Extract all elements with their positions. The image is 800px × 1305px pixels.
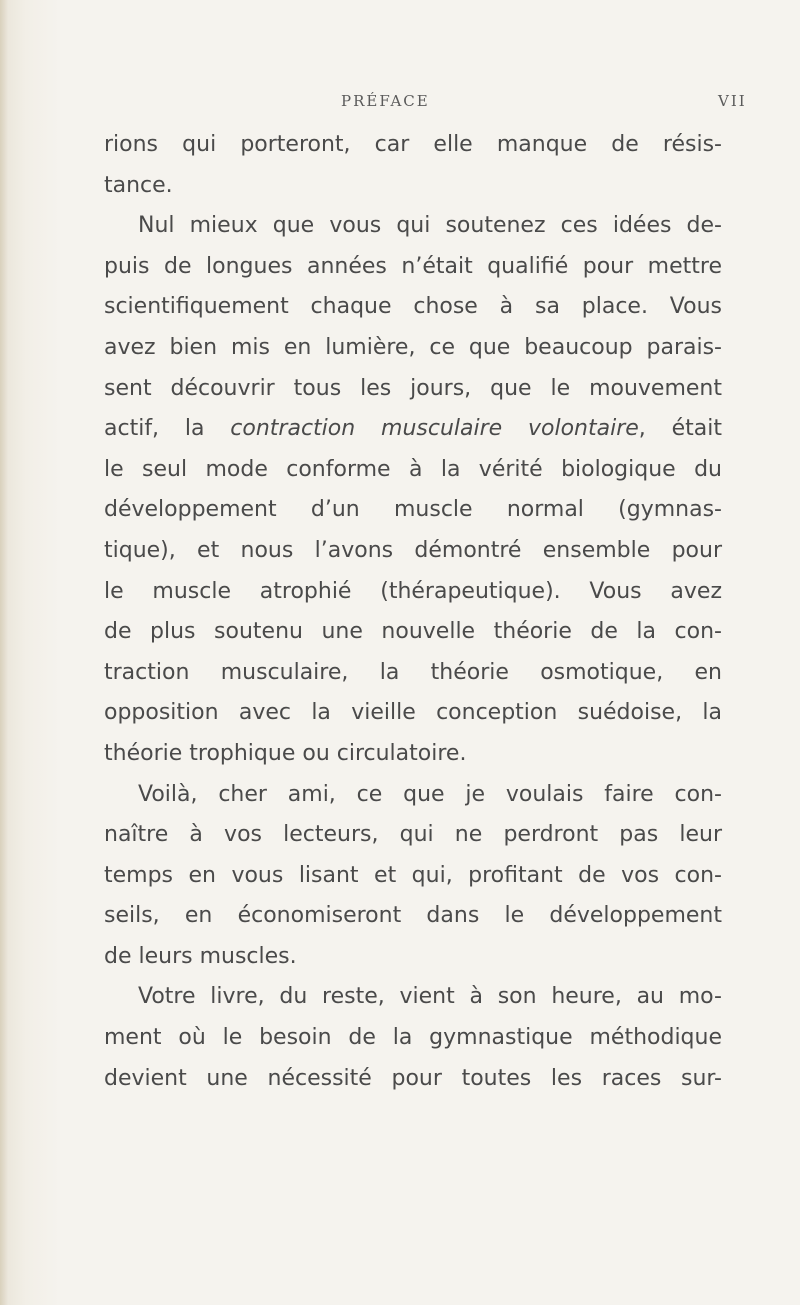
text-line: scientifiquement chaque chose à sa place. Vous [104,294,722,320]
text-line: sent découvrir tous les jours, que le mouvement [104,375,722,401]
text-line-with-italic [104,409,722,450]
text-line: temps en vous lisant et qui, profitant de vos con- [104,862,722,888]
text-line: de leurs muscles. [104,943,297,969]
text-line: le muscle atrophié (thérapeutique). Vous avez [104,578,722,604]
paragraph-start-line: Nul mieux que vous qui soutenez ces idées de- [138,213,722,239]
text-line: de plus soutenu une nouvelle théorie de la con- [104,619,722,645]
page-edge-shadow [0,0,8,1305]
text-line: puis de longues années n’était qualifié pour mettre [104,253,722,279]
text-line: tance. [104,172,173,198]
paragraph-start-line: Voilà, cher ami, ce que je voulais faire con- [138,781,722,807]
text-line: tique), et nous l’avons démontré ensemble pour [104,537,722,563]
page-number: VII [718,92,747,110]
text-line: le seul mode conforme à la vérité biologique du [104,456,722,482]
text-line: naître à vos lecteurs, qui ne perdront pas leur [104,822,722,848]
text-fragment: , était [638,416,722,442]
text-line: devient une nécessité pour toutes les races sur- [104,1065,722,1091]
paragraph-start-line: Votre livre, du reste, vient à son heure, au mo- [138,984,722,1010]
body-text [104,125,722,1099]
text-line: seils, en économiseront dans le développement [104,903,722,929]
text-line: opposition avec la vieille conception suédoise, la [104,700,722,726]
text-line: rions qui porteront, car elle manque de résis- [104,132,722,157]
text-fragment: actif, la [104,416,231,442]
text-line: ment où le besoin de la gymnastique méthodique [104,1025,722,1051]
running-title: PRÉFACE [341,92,430,110]
text-line: théorie trophique ou circulatoire. [104,740,467,766]
text-line: développement d’un muscle normal (gymnas- [104,497,722,523]
running-head [0,92,800,114]
italic-phrase: contraction musculaire volontaire [230,416,639,442]
text-line: traction musculaire, la théorie osmotique, en [104,659,722,685]
text-line: avez bien mis en lumière, ce que beaucoup parais- [104,334,722,360]
